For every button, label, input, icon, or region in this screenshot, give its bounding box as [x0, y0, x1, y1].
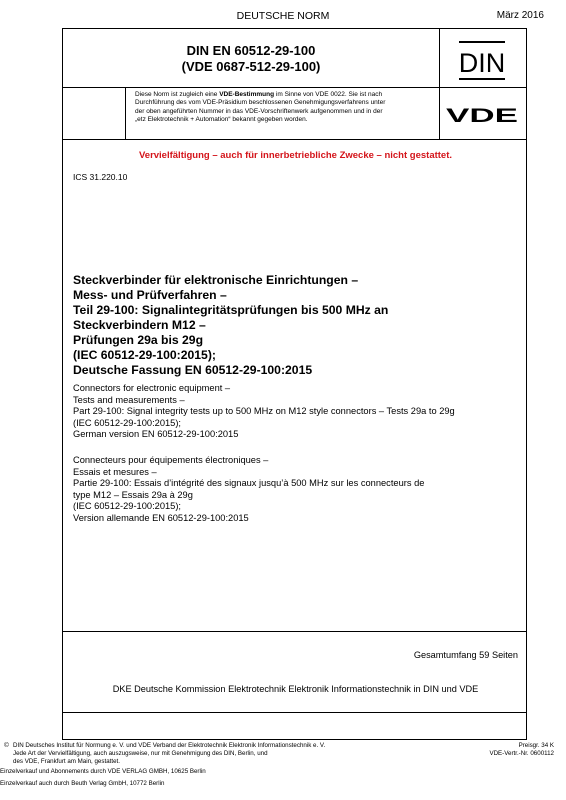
- note-line: Durchführung des vom VDE-Präsidium beschlossenen Genehmigungsverfahrens unter: [135, 99, 386, 107]
- note-line: Diese Norm ist zugleich eine VDE-Bestimmung im Sinne von VDE 0022. Sie ist nach: [135, 91, 383, 98]
- note-line: der oben angeführten Nummer in das VDE-Vorschriftenwerk aufgenommen und in der: [135, 107, 383, 115]
- title-line: type M12 – Essais 29a à 29g: [73, 489, 193, 500]
- title-line: Connectors for electronic equipment –: [73, 383, 231, 393]
- sales-vde: Einzelverkauf und Abonnements durch VDE VERLAG GMBH, 10625 Berlin: [0, 768, 206, 775]
- english-title: [73, 383, 523, 441]
- french-title: [73, 455, 523, 525]
- document-type-label: DEUTSCHE NORM: [236, 10, 330, 22]
- copyright-line: Jede Art der Vervielfältigung, auch auszugsweise, nur mit Genehmigung des DIN, Berlin, und: [13, 750, 268, 758]
- divider-line: [439, 29, 440, 139]
- vde-note: [135, 91, 435, 125]
- standard-number-block: [63, 43, 439, 75]
- publication-date: März 2016: [496, 10, 544, 21]
- din-logo: [456, 38, 508, 83]
- title-line: Tests and measurements –: [73, 394, 185, 405]
- title-line: Part 29-100: Signal integrity tests up to 500 MHz on M12 style connectors – Tests 29a to 29g: [73, 406, 455, 417]
- title-line: Steckverbinder für elektronische Einrichtungen –: [73, 273, 359, 287]
- title-line: Deutsche Fassung EN 60512-29-100:2015: [73, 363, 313, 377]
- title-line: Teil 29-100: Signalintegritätsprüfungen bis 500 MHz an: [73, 303, 389, 317]
- title-line: Partie 29-100: Essais d’intégrité des signaux jusqu’à 500 MHz sur les connecteurs de: [73, 478, 425, 489]
- divider-line: [63, 712, 526, 713]
- copyright-line: DIN Deutsches Institut für Normung e. V. und VDE Verband der Elektrotechnik Elektronik Informationstechnik e. V.: [13, 742, 326, 749]
- note-line: „etz Elektrotechnik + Automation“ bekannt gegeben worden.: [135, 116, 308, 124]
- title-line: Steckverbindern M12 –: [73, 318, 206, 332]
- copyright-symbol: ©: [4, 742, 9, 749]
- divider-line: [125, 87, 126, 139]
- total-pages: Gesamtumfang 59 Seiten: [413, 650, 518, 660]
- price-group: Preisgr. 34 K: [518, 742, 554, 749]
- vde-logo: [444, 106, 520, 124]
- copy-warning: Vervielfältigung – auch für innerbetriebliche Zwecke – nicht gestattet.: [138, 150, 453, 161]
- german-title: [73, 273, 513, 378]
- copyright-line: des VDE, Frankfurt am Main, gestattet.: [13, 758, 120, 766]
- divider-line: [63, 87, 526, 88]
- title-line: Mess- und Prüfverfahren –: [73, 288, 227, 302]
- title-line: Essais et mesures –: [73, 466, 157, 477]
- title-line: (IEC 60512-29-100:2015);: [73, 501, 182, 512]
- vde-logo-text: VDE: [446, 106, 518, 124]
- sales-beuth: Einzelverkauf auch durch Beuth Verlag GmbH, 10772 Berlin: [0, 780, 165, 787]
- divider-line: [63, 139, 526, 140]
- title-line: (IEC 60512-29-100:2015);: [73, 348, 216, 362]
- divider-line: [63, 631, 526, 632]
- ics-code: ICS 31.220.10: [73, 172, 128, 182]
- title-line: Prüfungen 29a bis 29g: [73, 333, 204, 347]
- title-line: Connecteurs pour équipements électroniques –: [73, 455, 269, 465]
- title-line: German version EN 60512-29-100:2015: [73, 429, 239, 440]
- standard-number: DIN EN 60512-29-100: [186, 43, 316, 58]
- price-block: [489, 742, 554, 758]
- cover-frame: [62, 28, 527, 740]
- title-line: (IEC 60512-29-100:2015);: [73, 417, 182, 428]
- order-number: VDE-Vertr.-Nr. 0600112: [489, 750, 554, 758]
- vde-number: (VDE 0687-512-29-100): [181, 59, 321, 74]
- copyright-notice: [13, 742, 403, 767]
- title-line: Version allemande EN 60512-29-100:2015: [73, 512, 249, 523]
- dke-line: DKE Deutsche Kommission Elektrotechnik Elektronik Informationstechnik in DIN und VDE: [112, 684, 479, 694]
- din-logo-text: DIN: [458, 48, 506, 78]
